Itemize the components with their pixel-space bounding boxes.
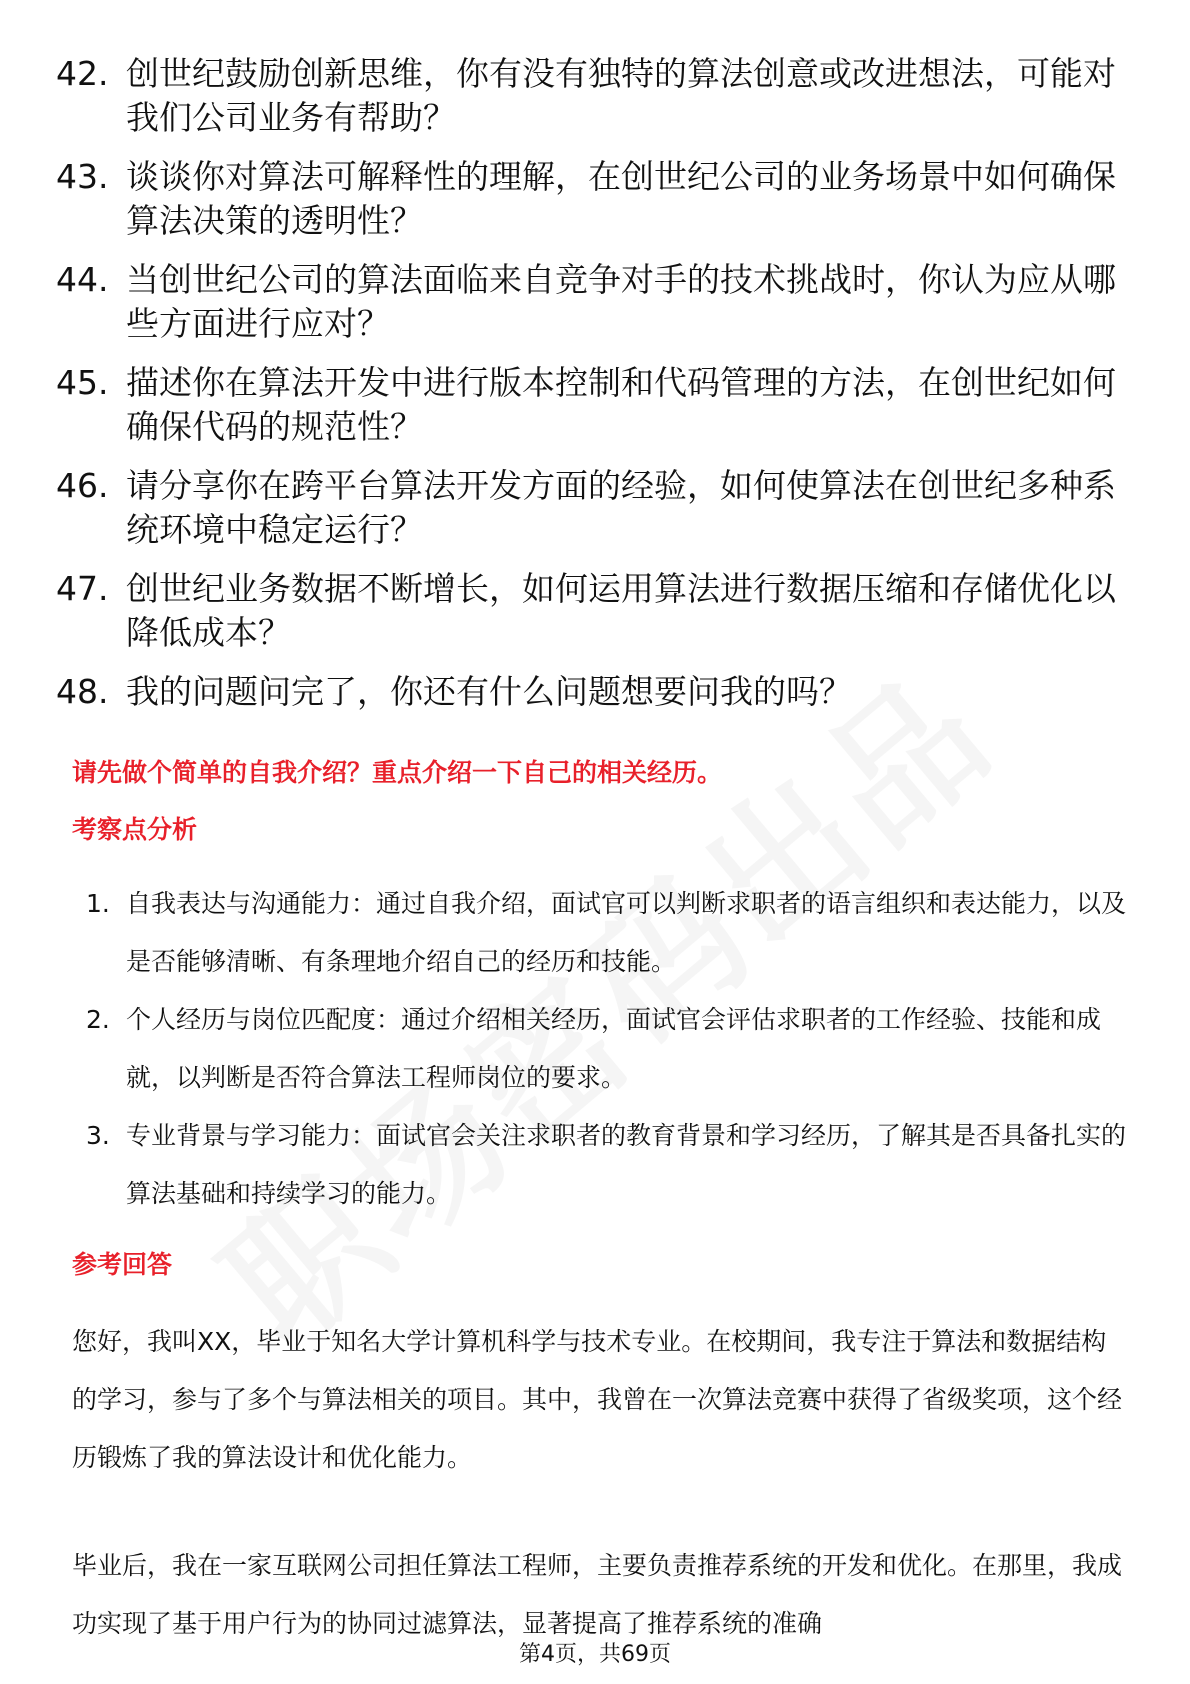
- analysis-heading: 考察点分析: [72, 815, 198, 844]
- analysis-point: [86, 875, 1126, 991]
- interview-question-heading: 请先做个简单的自我介绍？重点介绍一下自己的相关经历。: [72, 758, 723, 787]
- question-list: [56, 52, 1116, 729]
- analysis-point-text: 个人经历与岗位匹配度：通过介绍相关经历，面试官会评估求职者的工作经验、技能和成就，以判断是否符合算法工程师岗位的要求。: [126, 1005, 1102, 1092]
- question-item: [56, 155, 1116, 243]
- question-number: 46.: [56, 466, 109, 505]
- question-item: [56, 52, 1116, 140]
- question-item: [56, 361, 1116, 449]
- analysis-point-text: 专业背景与学习能力：面试官会关注求职者的教育背景和学习经历，了解其是否具备扎实的算法基础和持续学习的能力。: [126, 1121, 1127, 1208]
- question-text: 谈谈你对算法可解释性的理解，在创世纪公司的业务场景中如何确保算法决策的透明性？: [126, 157, 1116, 240]
- question-number: 48.: [56, 672, 109, 711]
- analysis-point-number: 2.: [86, 1005, 110, 1034]
- question-number: 45.: [56, 363, 109, 402]
- analysis-point-number: 3.: [86, 1121, 110, 1150]
- analysis-point: [86, 1107, 1126, 1223]
- question-item: [56, 567, 1116, 655]
- question-text: 创世纪业务数据不断增长，如何运用算法进行数据压缩和存储优化以降低成本？: [126, 569, 1116, 652]
- page-number-footer: 第4页，共69页: [519, 1642, 671, 1667]
- question-item: [56, 464, 1116, 552]
- answer-paragraph: 您好，我叫XX，毕业于知名大学计算机科学与技术专业。在校期间，我专注于算法和数据结构的学习，参与了多个与算法相关的项目。其中，我曾在一次算法竞赛中获得了省级奖项，这个经历锻炼了我的算法设计和优化能力。: [72, 1327, 1123, 1472]
- analysis-point-list: [86, 875, 1126, 1223]
- question-number: 47.: [56, 569, 109, 608]
- question-text: 我的问题问完了，你还有什么问题想要问我的吗？: [126, 672, 852, 711]
- analysis-point-text: 自我表达与沟通能力：通过自我介绍，面试官可以判断求职者的语言组织和表达能力，以及是否能够清晰、有条理地介绍自己的经历和技能。: [126, 889, 1127, 976]
- question-number: 42.: [56, 54, 109, 93]
- question-text: 创世纪鼓励创新思维，你有没有独特的算法创意或改进想法，可能对我们公司业务有帮助？: [126, 54, 1116, 137]
- question-item: [56, 670, 1116, 714]
- analysis-point: [86, 991, 1126, 1107]
- question-number: 44.: [56, 260, 109, 299]
- question-text: 当创世纪公司的算法面临来自竞争对手的技术挑战时，你认为应从哪些方面进行应对？: [126, 260, 1116, 343]
- question-item: [56, 258, 1116, 346]
- reference-answer-heading: 参考回答: [72, 1250, 173, 1279]
- question-number: 43.: [56, 157, 109, 196]
- analysis-point-number: 1.: [86, 889, 110, 918]
- answer-paragraph: 毕业后，我在一家互联网公司担任算法工程师，主要负责推荐系统的开发和优化。在那里，我成功实现了基于用户行为的协同过滤算法，显著提高了推荐系统的准确: [72, 1551, 1123, 1638]
- question-text: 请分享你在跨平台算法开发方面的经验，如何使算法在创世纪多种系统环境中稳定运行？: [126, 466, 1116, 549]
- question-text: 描述你在算法开发中进行版本控制和代码管理的方法，在创世纪如何确保代码的规范性？: [126, 363, 1116, 446]
